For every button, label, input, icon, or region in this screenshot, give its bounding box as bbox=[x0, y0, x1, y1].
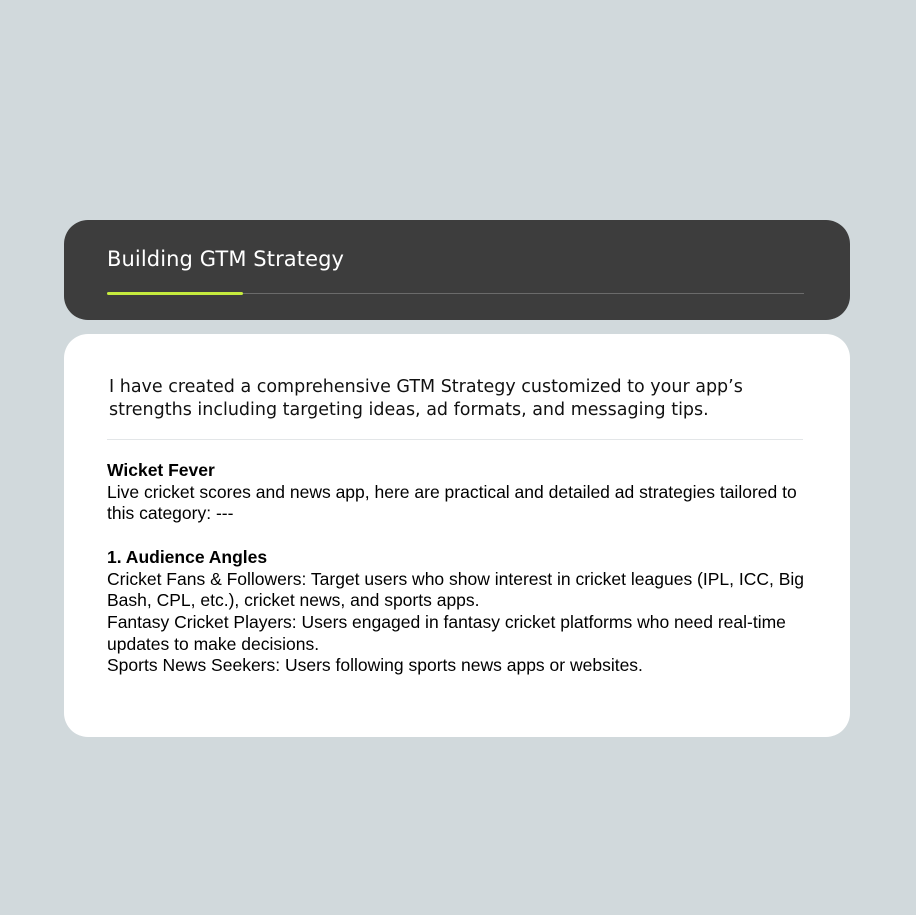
header-title: Building GTM Strategy bbox=[107, 247, 345, 271]
app-description: Live cricket scores and news app, here are practical and detailed ad strategies tailored to this category: --- bbox=[107, 481, 797, 524]
paragraph-spacer bbox=[107, 525, 807, 547]
progress-bar-fill bbox=[107, 292, 243, 295]
audience-angle-item: Sports News Seekers: Users following sports news apps or websites. bbox=[107, 655, 643, 676]
progress-bar bbox=[107, 293, 804, 294]
intro-text: I have created a comprehensive GTM Strategy customized to your app’s strengths including targeting ideas, ad formats, and messaging tips. bbox=[109, 377, 743, 420]
strategy-header-card bbox=[64, 220, 850, 320]
audience-angle-item: Cricket Fans & Followers: Target users who show interest in cricket leagues (IPL, ICC, Big Bash, CPL, etc.), cricket news, and sports apps. bbox=[107, 568, 805, 611]
strategy-body bbox=[107, 460, 807, 677]
audience-angle-item: Fantasy Cricket Players: Users engaged in fantasy cricket platforms who need real-time updates to make decisions. bbox=[107, 611, 786, 654]
section-heading: 1. Audience Angles bbox=[107, 546, 268, 567]
strategy-content-card bbox=[64, 334, 850, 737]
divider bbox=[107, 439, 803, 440]
app-name: Wicket Fever bbox=[107, 460, 215, 480]
